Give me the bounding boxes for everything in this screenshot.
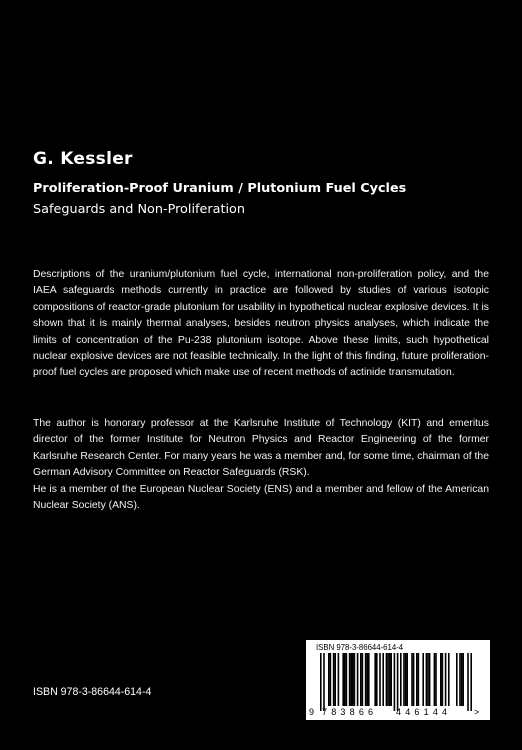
barcode-bar [459,653,461,706]
isbn-text: ISBN 978-3-86644-614-4 [33,686,152,698]
barcode-digits [306,707,490,719]
barcode-bar [382,653,384,706]
bio-paragraph-2: He is a member of the European Nuclear Society (ENS) and a member and fellow of the American Nuclear Society (ANS). [33,483,489,512]
barcode-bar [346,653,348,706]
barcode-bar [366,653,368,706]
barcode-bar [411,653,413,706]
barcode-bar [442,653,444,706]
barcode-bar [350,653,352,706]
barcode-bar [422,653,424,706]
author-name: G. Kessler [33,149,133,169]
barcode-bar [374,653,376,706]
barcode-bar [365,653,367,706]
barcode-bar [434,653,436,706]
barcode-bar [470,653,472,711]
barcode-bar [406,653,408,706]
barcode-bar [386,653,388,706]
barcode-bar [357,653,359,706]
barcode-bar [333,653,335,706]
barcode-bar [376,653,378,706]
barcode-bar [360,653,362,706]
barcode-bar [362,653,364,706]
barcode-bar [405,653,407,706]
barcode-bar [342,653,344,706]
barcode-isbn-label: ISBN 978-3-86644-614-4 [316,643,404,652]
abstract-text [33,267,489,382]
barcode-bar [389,653,391,706]
barcode-bar [403,653,405,706]
barcode-bar [435,653,437,706]
barcode-bar [426,653,428,706]
barcode-bar [368,653,370,706]
barcode-bar [338,653,340,706]
barcode-bar [344,653,346,706]
barcode-bar [429,653,431,706]
barcode-bar [448,653,450,706]
barcode-bar [387,653,389,706]
barcode-first-digit: 9 [309,707,315,717]
barcode [306,640,490,720]
barcode-bar [330,653,332,706]
barcode-quiet-mark: > [474,707,480,717]
bio-paragraph-1: The author is honorary professor at the Karlsruhe Institute of Technology (KIT) and emeritus director of the former Institute for Neutron Physics and Reactor Engineering of the former Karlsruhe Research Center. For many years he was a member and, for some time, chairman of the German Advisory Committee on Reactor Safeguards (RSK). [33,418,489,479]
barcode-bar [328,653,330,706]
barcode-right-group: 446144 [396,707,452,717]
barcode-bar [445,653,447,706]
author-bio [33,416,489,514]
barcode-bar [418,653,420,706]
book-title: Proliferation-Proof Uranium / Plutonium Fuel Cycles [33,181,407,196]
barcode-bar [400,653,402,706]
book-subtitle: Safeguards and Non-Proliferation [33,202,245,217]
barcode-bar [394,653,396,711]
barcode-bar [462,653,464,706]
barcode-bar [461,653,463,706]
barcode-bar [427,653,429,706]
barcode-bar [349,653,351,706]
barcode-bar [440,653,442,706]
barcode-bar [397,653,399,711]
barcode-bar [323,653,325,711]
barcode-bar [413,653,415,706]
barcode-bar [334,653,336,706]
abstract-paragraph: Descriptions of the uranium/plutonium fuel cycle, international non-proliferation policy, and the IAEA safeguards methods currently in practice are followed by studies of various isotopic compositions of reactor-grade plutonium for usability in hypothetical nuclear explosive devices. It is shown that it is mainly thermal analyses, besides neutron physics analyses, which indicate the limits of concentration of the Pu-238 plutonium isotope. Above these limits, such hypothetical nuclear explosive devices are not feasible technically. In the light of this finding, future proliferation-proof fuel cycles are proposed which make use of recent methods of actinide transmutation. [33,269,489,379]
barcode-bar [456,653,458,706]
barcode-bar [467,653,469,711]
barcode-bar [354,653,356,706]
barcode-bar [352,653,354,706]
barcode-bar [320,653,322,711]
barcode-bar [390,653,392,706]
barcode-bar [379,653,381,706]
barcode-bar [416,653,418,706]
barcode-left-group: 783866 [322,707,378,717]
